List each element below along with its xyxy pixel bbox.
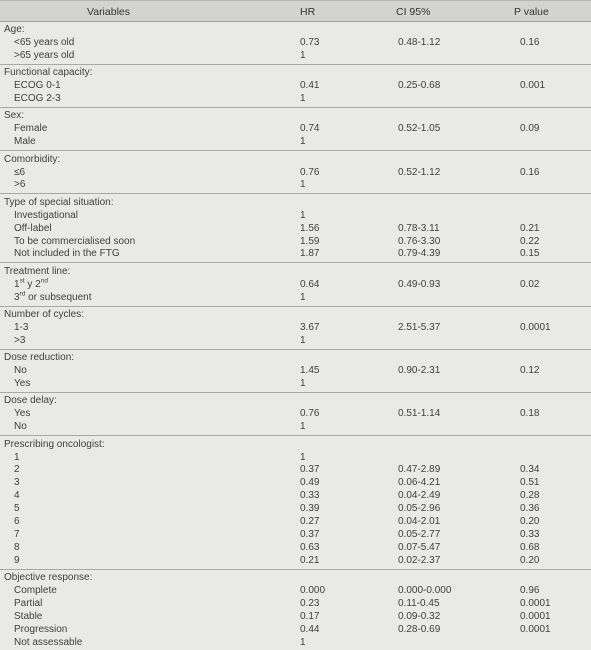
ci-value: 0.79-4.39 xyxy=(398,248,441,260)
group-title: Treatment line: xyxy=(4,265,71,277)
row-label-part: 3 xyxy=(14,291,20,303)
hr-value: 0.63 xyxy=(300,541,320,553)
table-row xyxy=(0,178,591,191)
p-value: 0.33 xyxy=(520,528,540,540)
row-label: >3 xyxy=(14,334,26,346)
p-value: 0.68 xyxy=(520,541,540,553)
group-title: Prescribing oncologist: xyxy=(4,438,105,450)
p-value: 0.0001 xyxy=(520,623,551,635)
hr-value: 1 xyxy=(300,334,306,346)
ci-value: 0.48-1.12 xyxy=(398,36,441,48)
row-label: >6 xyxy=(14,179,26,191)
table-header xyxy=(0,0,591,22)
ci-value: 0.000-0.000 xyxy=(398,585,452,596)
hr-value: 0.39 xyxy=(300,503,320,515)
header-ci: CI 95% xyxy=(396,6,431,18)
hr-value: 0.64 xyxy=(300,278,320,290)
table-row xyxy=(0,166,591,179)
group-divider xyxy=(0,107,591,108)
row-label: 7 xyxy=(14,528,20,540)
p-value: 0.02 xyxy=(520,278,540,290)
row-label: Not assessable xyxy=(14,636,83,648)
row-label: Male xyxy=(14,136,36,148)
group-title: Comorbidity: xyxy=(4,153,61,165)
ci-value: 0.04-2.01 xyxy=(398,516,441,527)
p-value: 0.96 xyxy=(520,585,540,596)
table-row xyxy=(0,92,591,105)
group-divider xyxy=(0,392,591,393)
ci-value: 0.05-2.96 xyxy=(398,503,441,515)
hr-value: 0.49 xyxy=(300,477,320,489)
p-value: 0.0001 xyxy=(520,321,551,333)
group-title: Objective response: xyxy=(4,572,93,584)
row-label: ECOG 0-1 xyxy=(14,80,61,92)
row-label: 3 xyxy=(14,477,20,489)
group-title: Number of cycles: xyxy=(4,309,85,320)
table-row xyxy=(0,135,591,148)
ci-value: 0.11-0.45 xyxy=(398,597,440,609)
ci-value: 0.07-5.47 xyxy=(398,541,441,553)
hr-value: 0.37 xyxy=(300,464,320,476)
ci-value: 0.47-2.89 xyxy=(398,464,441,476)
table-row xyxy=(0,407,591,420)
ci-value: 0.06-4.21 xyxy=(398,477,441,489)
table-row xyxy=(0,364,591,377)
row-label: Investigational xyxy=(14,209,78,221)
row-label: >65 years old xyxy=(14,49,75,61)
group-title-row xyxy=(0,308,591,321)
row-label: Female xyxy=(14,123,48,135)
header-p-value: P value xyxy=(514,6,549,18)
table-row xyxy=(0,122,591,135)
hr-value: 0.44 xyxy=(300,623,320,635)
group-title: Type of special situation: xyxy=(4,196,114,208)
hr-value: 1 xyxy=(300,209,306,221)
hr-value: 0.17 xyxy=(300,610,320,622)
p-value: 0.09 xyxy=(520,123,540,135)
p-value: 0.16 xyxy=(520,36,540,48)
p-value: 0.36 xyxy=(520,503,540,515)
group-divider xyxy=(0,349,591,350)
hr-value: 1.87 xyxy=(300,248,320,260)
table-row xyxy=(0,528,591,541)
table-row xyxy=(0,377,591,390)
hr-value: 0.41 xyxy=(300,80,320,92)
row-label: Off-label xyxy=(14,222,52,234)
row-label: <65 years old xyxy=(14,36,75,48)
table-row xyxy=(0,247,591,260)
row-label-sup: nd xyxy=(40,277,48,285)
table-row xyxy=(0,610,591,623)
table-row xyxy=(0,541,591,554)
group-title: Dose reduction: xyxy=(4,352,75,364)
ci-value: 0.52-1.12 xyxy=(398,166,441,178)
table-row xyxy=(0,463,591,476)
table-row xyxy=(0,515,591,528)
hr-value: 1 xyxy=(300,136,306,148)
hr-value: 1 xyxy=(300,49,306,61)
header-hr: HR xyxy=(300,6,316,18)
row-label xyxy=(14,278,48,291)
group-title-row xyxy=(0,571,591,584)
ci-value: 0.49-0.93 xyxy=(398,278,441,290)
hr-value: 1 xyxy=(300,451,306,463)
p-value: 0.28 xyxy=(520,490,540,502)
group-divider xyxy=(0,306,591,307)
hr-value: 1.59 xyxy=(300,235,320,247)
group-title-row xyxy=(0,66,591,79)
group-divider xyxy=(0,64,591,65)
table-row xyxy=(0,278,591,291)
row-label: To be commercialised soon xyxy=(14,235,136,247)
row-label: ECOG 2-3 xyxy=(14,93,61,104)
header-variables: Variables xyxy=(87,6,130,18)
table-row xyxy=(0,321,591,334)
table-row xyxy=(0,489,591,502)
hr-value: 0.23 xyxy=(300,597,320,609)
p-value: 0.15 xyxy=(520,248,540,260)
table-row xyxy=(0,334,591,347)
row-label: 5 xyxy=(14,503,20,515)
group-title-row xyxy=(0,351,591,364)
table-row xyxy=(0,623,591,636)
group-divider xyxy=(0,435,591,436)
hr-value: 1 xyxy=(300,291,306,303)
group-title-row xyxy=(0,438,591,451)
ci-value: 0.09-0.32 xyxy=(398,610,441,622)
row-label: 8 xyxy=(14,541,20,553)
p-value: 0.34 xyxy=(520,464,540,476)
ci-value: 0.25-0.68 xyxy=(398,80,441,92)
p-value: 0.18 xyxy=(520,408,540,420)
ci-value: 0.02-2.37 xyxy=(398,554,441,566)
ci-value: 0.52-1.05 xyxy=(398,123,441,135)
table-row xyxy=(0,235,591,248)
hr-value: 0.000 xyxy=(300,585,326,596)
hr-value: 1 xyxy=(300,378,306,389)
p-value: 0.20 xyxy=(520,554,540,566)
row-label: Progression xyxy=(14,623,68,635)
row-label: 6 xyxy=(14,516,20,527)
row-label: Complete xyxy=(14,585,57,596)
table-row xyxy=(0,597,591,610)
row-label: Stable xyxy=(14,610,43,622)
p-value: 0.16 xyxy=(520,166,540,178)
table-row xyxy=(0,584,591,597)
row-label: 1-3 xyxy=(14,321,29,333)
hr-value: 1.45 xyxy=(300,365,320,377)
group-divider xyxy=(0,262,591,263)
p-value: 0.001 xyxy=(520,80,546,92)
p-value: 0.0001 xyxy=(520,597,551,609)
row-label: 4 xyxy=(14,490,20,502)
group-title-row xyxy=(0,265,591,278)
hr-value: 0.27 xyxy=(300,516,320,527)
row-label-sup: st xyxy=(19,277,25,285)
hr-value: 1 xyxy=(300,179,306,191)
hr-value: 0.73 xyxy=(300,36,320,48)
group-title: Dose delay: xyxy=(4,395,57,407)
p-value: 0.20 xyxy=(520,516,540,527)
hr-value: 1 xyxy=(300,93,306,104)
row-label: ≤6 xyxy=(14,166,26,178)
group-divider xyxy=(0,569,591,570)
row-label-part: y 2 xyxy=(24,278,41,290)
group-title-row xyxy=(0,23,591,36)
table-row xyxy=(0,222,591,235)
row-label: Partial xyxy=(14,597,43,609)
row-label: No xyxy=(14,365,27,377)
table-row xyxy=(0,79,591,92)
hr-value: 3.67 xyxy=(300,321,320,333)
group-title: Functional capacity: xyxy=(4,67,93,79)
table-row xyxy=(0,291,591,304)
hr-value: 0.21 xyxy=(300,554,320,566)
hr-value: 1 xyxy=(300,636,306,648)
row-label: 9 xyxy=(14,554,20,566)
table-row xyxy=(0,502,591,515)
p-value: 0.22 xyxy=(520,235,540,247)
table-row xyxy=(0,636,591,649)
ci-value: 0.51-1.14 xyxy=(398,408,441,420)
hr-value: 0.74 xyxy=(300,123,320,135)
group-title: Sex: xyxy=(4,110,25,122)
ci-value: 0.78-3.11 xyxy=(398,222,440,234)
row-label-part: or subsequent xyxy=(25,291,92,303)
table-row xyxy=(0,554,591,567)
row-label: 2 xyxy=(14,464,20,476)
group-title-row xyxy=(0,196,591,209)
hr-value: 0.76 xyxy=(300,408,320,420)
table-row xyxy=(0,451,591,464)
group-title-row xyxy=(0,109,591,122)
table-row xyxy=(0,476,591,489)
hr-value: 1.56 xyxy=(300,222,320,234)
hr-value: 0.33 xyxy=(300,490,320,502)
row-label-sup: rd xyxy=(19,290,26,298)
table-row xyxy=(0,36,591,49)
row-label: Not included in the FTG xyxy=(14,248,120,260)
group-title: Age: xyxy=(4,24,25,35)
group-divider xyxy=(0,150,591,151)
row-label-part: 1 xyxy=(14,278,20,290)
ci-value: 0.28-0.69 xyxy=(398,623,441,635)
hr-value: 0.76 xyxy=(300,166,320,178)
table-row xyxy=(0,209,591,222)
ci-value: 0.90-2.31 xyxy=(398,365,441,377)
group-title-row xyxy=(0,394,591,407)
hr-value: 1 xyxy=(300,421,306,433)
row-label: Yes xyxy=(14,378,31,389)
p-value: 0.0001 xyxy=(520,610,551,622)
p-value: 0.12 xyxy=(520,365,540,377)
row-label: No xyxy=(14,421,27,433)
ci-value: 0.05-2.77 xyxy=(398,528,441,540)
ci-value: 0.76-3.30 xyxy=(398,235,441,247)
row-label xyxy=(14,291,92,304)
p-value: 0.51 xyxy=(520,477,540,489)
ci-value: 0.04-2.49 xyxy=(398,490,441,502)
row-label: 1 xyxy=(14,451,20,463)
ci-value: 2.51-5.37 xyxy=(398,321,441,333)
p-value: 0.21 xyxy=(520,222,540,234)
row-label: Yes xyxy=(14,408,31,420)
table-row xyxy=(0,49,591,62)
group-title-row xyxy=(0,153,591,166)
hr-value: 0.37 xyxy=(300,528,320,540)
table-row xyxy=(0,420,591,433)
group-divider xyxy=(0,193,591,194)
